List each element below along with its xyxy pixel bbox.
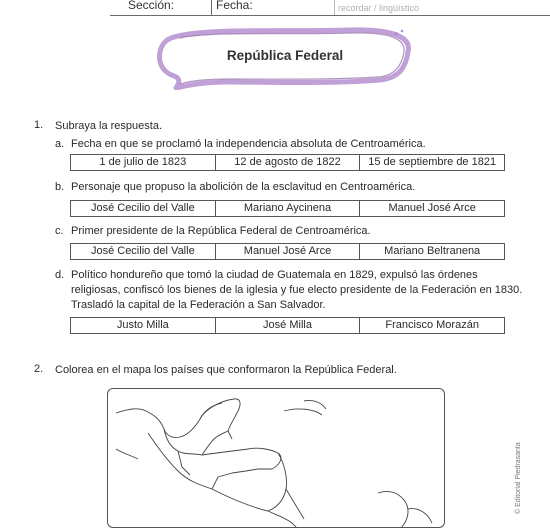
option-cell[interactable]: José Cecilio del Valle <box>71 244 216 259</box>
skill-tag: recordar / lingüístico <box>338 3 420 13</box>
option-cell[interactable]: José Milla <box>216 318 361 333</box>
options-row-b <box>70 200 505 217</box>
question-instruction: Colorea en el mapa los países que conformaron la República Federal. <box>55 364 397 376</box>
item-text: Primer presidente de la República Federal de Centroamérica. <box>71 225 371 237</box>
page-title: República Federal <box>226 48 344 63</box>
question-number: 2. <box>34 363 44 375</box>
question-instruction: Subraya la respuesta. <box>55 120 163 132</box>
item-letter: d. <box>55 269 65 281</box>
map-outline <box>108 389 445 528</box>
item-letter: c. <box>55 225 64 237</box>
option-cell[interactable]: Manuel José Arce <box>388 202 476 214</box>
item-text-line: Político hondureño que tomó la ciudad de Guatemala en 1829, expulsó las órdenes <box>71 269 478 281</box>
option-cell[interactable]: 15 de septiembre de 1821 <box>368 156 497 168</box>
options-row-c <box>70 243 505 260</box>
item-text-line: Trasladó la capital de la Federación a San Salvador. <box>71 299 326 311</box>
option-cell[interactable]: 1 de julio de 1823 <box>71 155 216 170</box>
option-cell[interactable]: Mariano Aycinena <box>216 201 361 216</box>
title-banner <box>150 26 410 90</box>
section-label: Sección: <box>128 0 175 12</box>
header-divider <box>211 0 212 15</box>
item-letter: a. <box>55 138 65 150</box>
item-text-line: religiosas, confiscó los bienes de la iglesia y fue electo presidente de la Federación en 1830. <box>71 284 523 296</box>
option-cell[interactable]: 12 de agosto de 1822 <box>216 155 361 170</box>
header-strip <box>0 0 550 17</box>
header-underline <box>110 15 550 16</box>
option-cell[interactable]: Manuel José Arce <box>216 244 361 259</box>
item-letter: b. <box>55 181 65 193</box>
option-cell[interactable]: Justo Milla <box>71 318 216 333</box>
central-america-map[interactable] <box>107 388 445 528</box>
option-cell[interactable]: Francisco Morazán <box>385 319 479 331</box>
question-number: 1. <box>34 119 44 131</box>
options-row-d <box>70 317 505 334</box>
options-row-a <box>70 154 505 171</box>
item-text: Personaje que propuso la abolición de la esclavitud en Centroamérica. <box>71 181 416 193</box>
date-label: Fecha: <box>216 0 253 12</box>
option-cell[interactable]: Mariano Beltranena <box>384 245 481 257</box>
item-text: Fecha en que se proclamó la independencia absoluta de Centroamérica. <box>71 138 426 150</box>
header-divider <box>334 0 335 15</box>
credit-text: © Editorial Piedrasanta <box>515 442 522 514</box>
option-cell[interactable]: José Cecilio del Valle <box>71 201 216 216</box>
